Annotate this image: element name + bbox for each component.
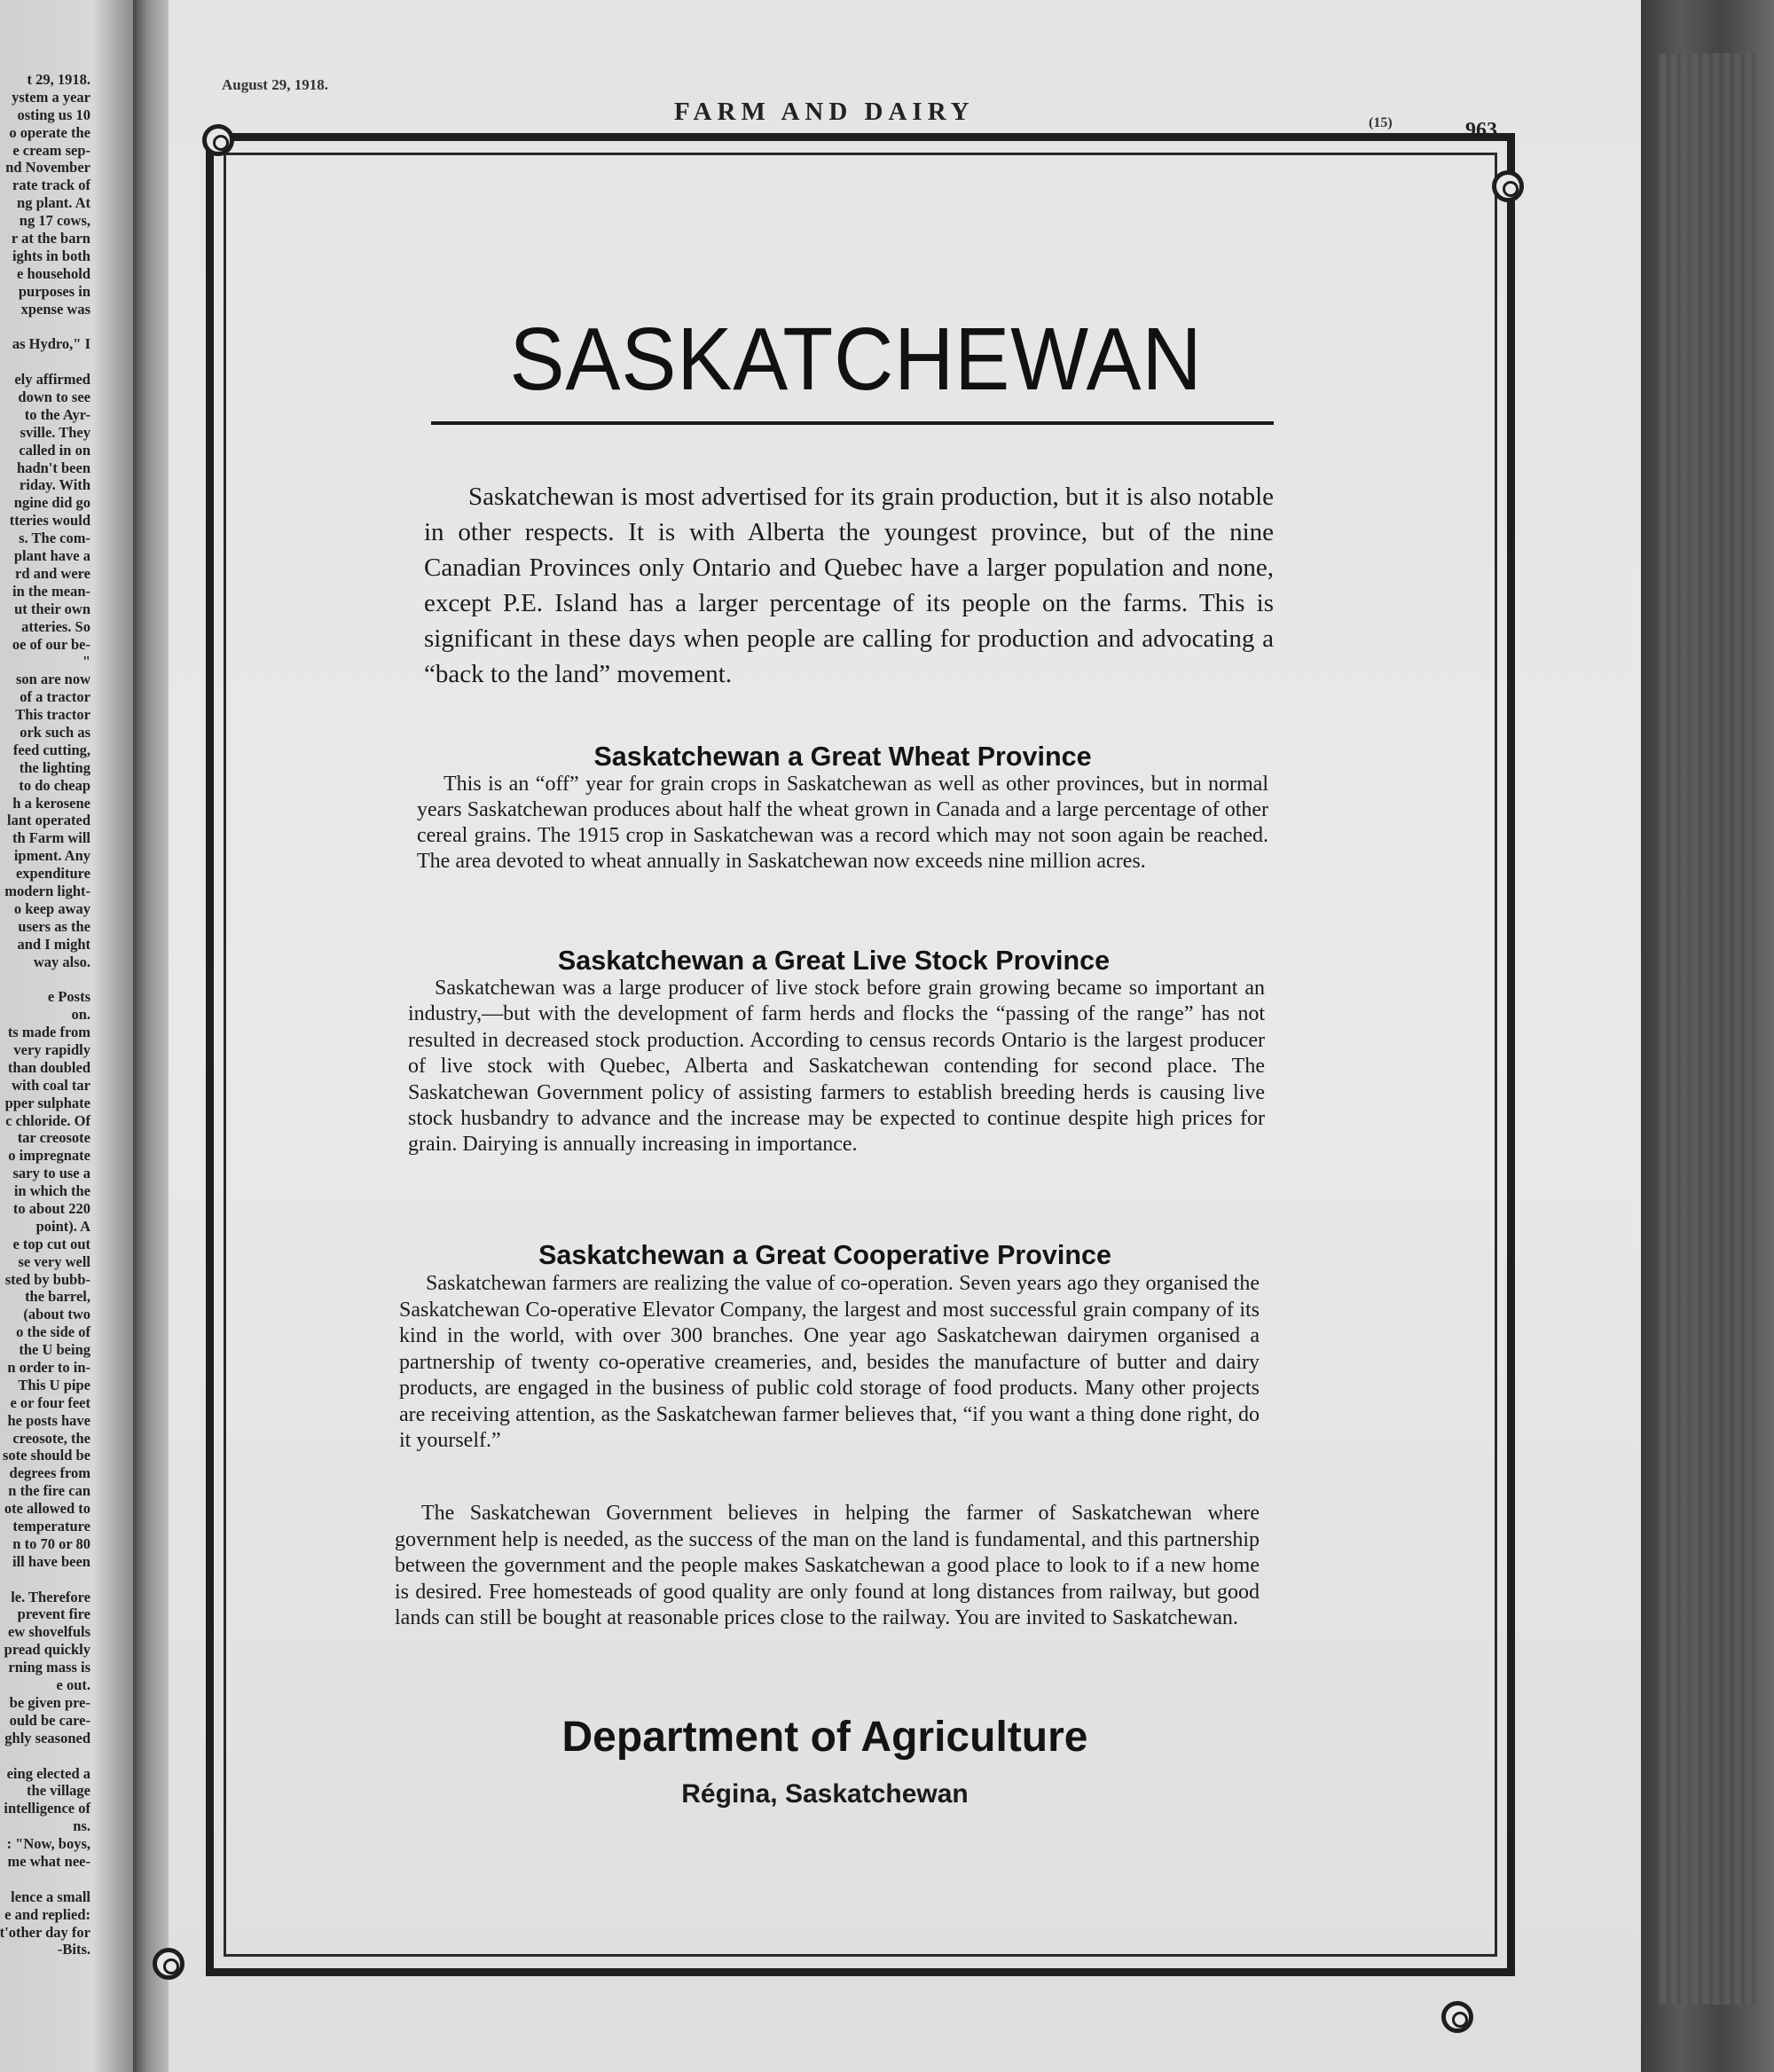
left-column-line: than doubled [7,1058,90,1076]
left-column-line: o impregnate [8,1147,90,1165]
left-column-line: e household [17,264,90,282]
left-column-line: ew shovelfuls [7,1623,90,1641]
left-column-line: ng 17 cows, [19,212,90,230]
left-column-line: hadn't been [17,459,90,476]
left-column-line: se very well [18,1252,90,1270]
section-heading-wheat: Saskatchewan a Great Wheat Province [593,742,1092,772]
left-column-line: pper sulphate [4,1094,90,1111]
left-column-line: lant operated [7,812,90,829]
left-column-line: sote should be [2,1447,90,1464]
left-column-line: o operate the [9,123,90,141]
left-column-line: oe of our be- [12,635,90,653]
left-column-line: lence a small [11,1888,90,1905]
left-column-line: ipment. Any [13,847,90,865]
left-column-line: This U pipe [18,1376,90,1393]
left-column-line: he posts have [7,1411,90,1429]
corner-ornament-icon [153,1948,184,1980]
left-column-line: le. Therefore [11,1588,90,1605]
corner-ornament-icon [1441,2001,1473,2033]
section-heading-livestock: Saskatchewan a Great Live Stock Province [557,946,1111,976]
left-column-line: the lighting [19,758,90,776]
left-page-fragment [0,0,133,2072]
left-column-text [0,71,90,1958]
left-column-line: very rapidly [13,1040,90,1058]
left-column-line: with coal tar [12,1076,90,1094]
left-column-line: sted by bubb- [4,1270,90,1288]
left-column-line [0,1871,90,1888]
left-column-line: down to see [18,388,90,406]
left-column-line: o keep away [13,899,90,917]
left-column-line: ely affirmed [14,371,90,388]
left-column-line: to the Ayr- [24,405,90,423]
left-column-line: ng plant. At [17,194,90,212]
section-text-livestock: Saskatchewan was a large producer of live stock before grain growing became so important an industry,—but with the development of farm herds and flocks the “passing of the range” has not resulted in decreased stock production. According to census records Ontario is the largest producer of live stock with Quebec, Alberta and Saskatchewan contending for second place. The Saskatchewan Government policy of assisting farmers to establish breeding herds is causing live stock husbandry to advance and the increase may be expected to continue despite high prices for grain. Dairying is annually increasing in importance. [408,977,1265,1157]
left-column-line: prevent fire [17,1605,90,1623]
left-column-line: temperature [12,1518,90,1535]
left-column-line: n to 70 or 80 [12,1534,90,1552]
left-column-line: ork such as [20,723,90,741]
advertiser-signature: Department of Agriculture [561,1714,1088,1761]
left-column-line: me what nee- [7,1852,90,1870]
left-column-line: feed cutting, [12,741,90,758]
left-column-line: o the side of [16,1323,90,1341]
closing-paragraph: The Saskatchewan Government believes in helping the farmer of Saskatchewan where government help is needed, as the success of the man on the land is fundamental, and this partnership between the government and the people makes Saskatchewan a good place to look to if a new home is desired. Free homesteads of good quality are only found at long distances from railway, but good lands can still be bought at reasonable prices close to the railway. You are invited to Saskatchewan. [395,1502,1260,1629]
left-column-line: atteries. So [21,617,90,635]
left-column-line: intelligence of [4,1800,90,1817]
left-column-line: e Posts [47,988,90,1006]
left-column-line: n the fire can [8,1482,90,1500]
left-column-line: t'other day for [0,1923,90,1941]
left-column-line: This tractor [15,706,90,724]
left-column-line: ghly seasoned [4,1729,90,1746]
left-column-line: the U being [19,1341,90,1359]
left-column-line: ts made from [7,1024,90,1041]
issue-date: August 29, 1918. [222,76,328,93]
left-column-line: " [82,653,90,671]
left-column-line: e out. [56,1676,90,1694]
left-column-line: r at the barn [11,230,90,247]
left-column-line: users as the [18,917,90,935]
left-column-line: pread quickly [4,1641,90,1659]
left-column-line: nd November [5,159,90,177]
publication-title: FARM AND DAIRY [674,98,975,126]
left-column-line: sville. They [20,423,90,441]
left-column-line: -Bits. [57,1941,90,1958]
left-column-line: xpense was [20,300,90,318]
left-column-line: of a tractor [20,688,90,706]
left-column-line: rd and were [15,564,90,582]
left-column-line [0,970,90,988]
left-column-line [0,1747,90,1765]
left-column-line [0,353,90,371]
left-column-line: ote allowed to [4,1500,90,1518]
left-column-line: riday. With [19,476,90,494]
left-column-line: modern light- [4,882,90,899]
left-column-line: purposes in [18,282,90,300]
section-heading-cooperative: Saskatchewan a Great Cooperative Province [538,1240,1111,1270]
left-column-line: : "Now, boys, [6,1835,90,1853]
title-underline [431,421,1274,425]
left-column-line: ights in both [12,247,90,264]
left-column-line [0,1571,90,1589]
left-column-line: ngine did go [13,494,90,512]
left-column-line: t 29, 1918. [27,71,90,88]
left-column-line: creosote, the [12,1429,90,1447]
left-column-line: eing elected a [6,1764,90,1782]
left-column-line: the village [27,1782,90,1800]
left-column-line: (about two [23,1306,90,1323]
left-column-line: in the mean- [12,582,90,600]
left-column-line: e and replied: [4,1905,90,1923]
left-column-line: n order to in- [7,1359,90,1377]
left-column-line: ill have been [12,1552,90,1570]
left-column-line: ns. [73,1817,90,1835]
left-column-line: e or four feet [10,1393,90,1411]
left-column-line: point). A [35,1217,90,1235]
intro-paragraph: Saskatchewan is most advertised for its grain production, but it is also notable in other respects. It is with Alberta the youngest province, but of the nine Canadian Provinces only Ontario and Quebec have a larger population and none, except P.E. Island has a larger percentage of its people on the farms. This is significant in these days when people are calling for production and advocating a “back to the land” movement. [424,483,1274,688]
corner-ornament-icon [1492,170,1524,202]
section-text-cooperative: Saskatchewan farmers are realizing the value of co-operation. Seven years ago they organised the Saskatchewan Co-operative Elevator Company, the largest and most successful grain company of its kind in the world, with over 300 branches. One year ago Saskatchewan dairymen organised a partnership of twenty co-operative creameries, and, besides the manufacture of butter and dairy products, are engaged in the business of public cold storage of food products. Many other projects are receiving attention, as the Saskatchewan farmer believes that, “if you want a thing done right, do it yourself.” [399,1272,1260,1452]
left-column-line: ystem a year [12,88,90,106]
left-column-line: way also. [33,953,90,970]
left-column-line: ould be care- [9,1711,90,1729]
ad-title: SASKATCHEWAN [509,310,1203,409]
corner-ornament-icon [202,124,234,156]
inner-page-number: (15) [1369,115,1393,130]
left-column-line: osting us 10 [17,106,90,123]
left-column-line: plant have a [13,547,90,565]
book-gutter [133,0,169,2072]
section-text-wheat: This is an “off” year for grain crops in Saskatchewan as well as other provinces, but in normal years Saskatchewan produces about half the wheat grown in Canada and a large percentage of other cereal grains. The 1915 crop in Saskatchewan was a record which may not soon again be reached. The area devoted to wheat annually in Saskatchewan now exceeds nine million acres. [417,773,1268,873]
left-column-line: th Farm will [12,829,90,847]
left-column-line: the barrel, [25,1288,90,1306]
left-column-line: and I might [17,935,90,953]
left-column-line [0,318,90,335]
left-column-line: s. The com- [19,530,90,547]
left-column-line: as Hydro," I [12,335,90,353]
left-column-line: rate track of [12,177,90,194]
left-column-line: ut their own [14,600,90,617]
left-column-line: on. [71,1006,90,1024]
left-column-line: tar creosote [17,1129,90,1147]
left-column-line: son are now [15,671,90,688]
left-column-line: e cream sep- [12,141,90,159]
left-column-line: rning mass is [8,1659,90,1676]
left-column-line: h a kerosene [12,794,90,812]
left-column-line: to about 220 [12,1200,90,1217]
left-column-line: called in on [19,441,90,459]
page-number: 963 [1465,119,1497,142]
left-column-line: sary to use a [12,1165,90,1182]
left-column-line: to do cheap [19,776,90,794]
left-column-line: tteries would [9,512,90,530]
left-column-line: expenditure [15,865,90,883]
left-column-line: be given pre- [9,1693,90,1711]
left-column-line: degrees from [9,1464,90,1482]
page-edge [1641,0,1774,2072]
left-column-line: in which the [13,1182,90,1200]
left-column-line: c chloride. Of [5,1111,90,1129]
left-column-line: e top cut out [12,1235,90,1252]
advertiser-location: Régina, Saskatchewan [681,1779,969,1809]
